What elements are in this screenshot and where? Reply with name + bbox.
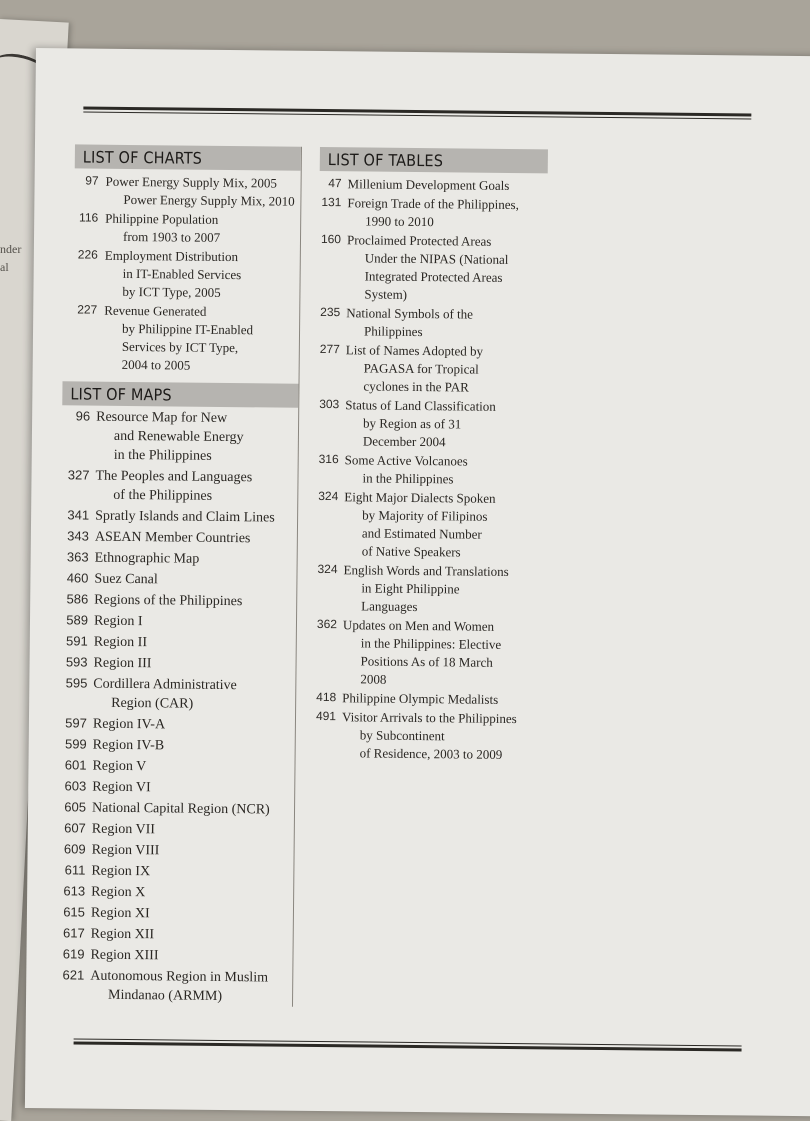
entry-title bbox=[94, 591, 296, 612]
entry-title-line: Region X bbox=[91, 884, 146, 901]
top-rule bbox=[83, 106, 751, 119]
entry-page-number: 611 bbox=[64, 862, 86, 878]
entry-page-number: 324 bbox=[317, 561, 338, 577]
entry-title-line: Visitor Arrivals to the Philippines bbox=[341, 709, 517, 727]
entry-title bbox=[343, 561, 544, 617]
entry-page-number: 47 bbox=[328, 176, 342, 191]
entry-title bbox=[90, 946, 292, 967]
entry-page-number: 97 bbox=[85, 173, 99, 188]
entry-title-line: in IT-Enabled Services bbox=[122, 265, 242, 283]
entry-title-line: Region IX bbox=[91, 863, 151, 880]
entry-title-line: Region (CAR) bbox=[111, 695, 194, 712]
list-entry bbox=[319, 194, 547, 232]
entry-page-number: 316 bbox=[318, 451, 339, 467]
entry-title bbox=[95, 467, 297, 507]
entry-title-line: cyclones in the PAR bbox=[363, 378, 469, 395]
list-entry bbox=[74, 172, 300, 210]
entry-title bbox=[342, 689, 542, 709]
list-of-tables-header: LIST OF TABLES bbox=[320, 147, 548, 173]
entry-title-line: Region V bbox=[92, 758, 147, 775]
list-entry bbox=[61, 466, 297, 506]
bottom-rule bbox=[74, 1038, 742, 1051]
list-entry bbox=[316, 451, 544, 489]
entry-title-line: Suez Canal bbox=[94, 571, 158, 588]
entry-title bbox=[104, 247, 300, 303]
entry-page-number: 303 bbox=[319, 396, 340, 412]
entry-page-number: 591 bbox=[66, 633, 88, 649]
entry-page-number: 613 bbox=[63, 883, 86, 899]
entry-title bbox=[90, 967, 292, 1007]
entry-title-line: National Symbols of the bbox=[346, 305, 474, 322]
entry-title-line: Regions of the Philippines bbox=[94, 592, 243, 610]
entry-title bbox=[346, 231, 547, 305]
entry-title-line: Region XI bbox=[90, 905, 150, 922]
list-entry bbox=[317, 341, 546, 397]
entry-title bbox=[93, 736, 295, 757]
entry-title bbox=[95, 507, 297, 528]
entry-title-line: Ethnographic Map bbox=[94, 550, 200, 567]
entry-page-number: 617 bbox=[62, 925, 85, 941]
entry-title bbox=[93, 654, 295, 675]
entry-title bbox=[91, 862, 293, 883]
entry-page-number: 341 bbox=[67, 507, 90, 523]
entry-title-line: English Words and Translations bbox=[343, 562, 509, 579]
entry-title bbox=[91, 925, 293, 946]
entry-title-line: Languages bbox=[361, 598, 418, 615]
entry-title-line: from 1903 to 2007 bbox=[122, 228, 221, 245]
entry-page-number: 605 bbox=[64, 799, 87, 815]
entry-title bbox=[345, 341, 546, 397]
list-entry bbox=[74, 209, 300, 247]
list-entry bbox=[60, 590, 296, 611]
entry-page-number: 601 bbox=[64, 757, 87, 773]
entry-page-number: 615 bbox=[63, 904, 86, 920]
list-entry bbox=[62, 407, 299, 466]
entry-title-line: Integrated Protected Areas bbox=[364, 268, 503, 285]
entry-title bbox=[347, 175, 547, 195]
entry-title-line: Some Active Volcanoes bbox=[344, 452, 468, 469]
entry-title bbox=[94, 612, 296, 633]
entry-title-line: in the Philippines bbox=[113, 447, 212, 464]
entry-title-line: Status of Land Classification bbox=[345, 397, 496, 414]
list-of-charts-header: LIST OF CHARTS bbox=[75, 144, 301, 170]
list-entry bbox=[57, 924, 293, 945]
entry-page-number: 460 bbox=[66, 570, 89, 586]
list-entry bbox=[57, 882, 293, 903]
background-page-text bbox=[0, 240, 21, 276]
entry-title-line: Region XII bbox=[90, 926, 155, 943]
list-entry bbox=[58, 777, 294, 798]
entry-title-line: Region II bbox=[93, 634, 148, 651]
entry-page-number: 343 bbox=[67, 528, 89, 544]
list-entry bbox=[318, 231, 547, 305]
entry-title-line: The Peoples and Languages bbox=[95, 468, 253, 486]
entry-page-number: 362 bbox=[316, 616, 338, 632]
entry-page-number: 277 bbox=[319, 341, 340, 357]
entry-page-number: 595 bbox=[65, 675, 88, 691]
entry-title-line: by Subcontinent bbox=[359, 727, 445, 744]
entry-title-line: by Majority of Filipinos bbox=[362, 507, 488, 524]
list-entry bbox=[59, 653, 295, 674]
entry-title bbox=[347, 194, 547, 232]
entry-title-line: Positions As of 18 March bbox=[360, 653, 493, 670]
entry-page-number: 96 bbox=[75, 408, 91, 424]
entry-title-line: 2008 bbox=[360, 671, 387, 687]
book-page bbox=[25, 48, 810, 1116]
list-entry bbox=[318, 304, 546, 342]
entry-title-line: of Residence, 2003 to 2009 bbox=[359, 745, 503, 762]
list-entry bbox=[319, 175, 547, 195]
entry-title-line: December 2004 bbox=[362, 433, 446, 450]
entry-title bbox=[92, 778, 294, 799]
entry-page-number: 327 bbox=[67, 467, 90, 483]
list-entry bbox=[60, 632, 296, 653]
maps-list bbox=[56, 407, 298, 1006]
entry-title bbox=[346, 304, 546, 342]
entry-title-line: ASEAN Member Countries bbox=[94, 529, 251, 547]
entry-title-line: Region IV-B bbox=[92, 737, 165, 754]
list-entry bbox=[314, 616, 543, 690]
list-entry bbox=[60, 611, 296, 632]
entry-title-line: Region I bbox=[93, 613, 143, 630]
entry-title-line: Region VII bbox=[91, 821, 156, 838]
entry-page-number: 586 bbox=[66, 591, 89, 607]
entry-title-line: Philippine Olympic Medalists bbox=[342, 690, 499, 707]
entry-page-number: 621 bbox=[62, 967, 85, 983]
list-entry bbox=[317, 396, 546, 452]
list-entry bbox=[315, 561, 544, 617]
list-entry bbox=[73, 301, 300, 375]
entry-page-number: 160 bbox=[320, 231, 342, 247]
entry-title bbox=[91, 883, 293, 904]
charts-list bbox=[73, 172, 301, 375]
entry-title bbox=[344, 451, 544, 489]
list-entry bbox=[57, 903, 293, 924]
entry-page-number: 609 bbox=[63, 841, 86, 857]
entry-title bbox=[342, 708, 543, 764]
list-entry bbox=[59, 674, 295, 714]
tables-list bbox=[314, 175, 548, 764]
entry-title-line: Cordillera Administrative bbox=[93, 676, 237, 694]
list-entry bbox=[61, 548, 297, 569]
entry-title-line: Autonomous Region in Muslim bbox=[90, 968, 269, 986]
entry-title-line: List of Names Adopted by bbox=[345, 342, 484, 359]
list-entry bbox=[61, 506, 297, 527]
list-entry bbox=[58, 819, 294, 840]
entry-page-number: 116 bbox=[79, 210, 99, 225]
entry-title bbox=[94, 570, 296, 591]
entry-page-number: 619 bbox=[62, 946, 85, 962]
entry-title bbox=[92, 841, 294, 862]
entry-page-number: 597 bbox=[65, 715, 88, 731]
list-entry bbox=[316, 488, 545, 562]
background-text-fragment: nder bbox=[0, 242, 22, 256]
entry-title-line: Region IV-A bbox=[92, 716, 166, 733]
list-entry bbox=[57, 861, 293, 882]
entry-title-line: Philippine Population bbox=[105, 210, 219, 227]
entry-title-line: 1990 to 2010 bbox=[365, 213, 434, 230]
entry-page-number: 491 bbox=[315, 708, 337, 724]
entry-title bbox=[95, 549, 297, 570]
entry-title-line: Spratly Islands and Claim Lines bbox=[95, 508, 275, 526]
entry-title-line: and Renewable Energy bbox=[113, 428, 244, 446]
entry-title-line: Eight Major Dialects Spoken bbox=[344, 489, 496, 506]
entry-title-line: in Eight Philippine bbox=[361, 580, 460, 597]
entry-title bbox=[96, 408, 299, 467]
entry-title-line: by Region as of 31 bbox=[363, 415, 462, 432]
background-text-fragment: al bbox=[0, 260, 9, 274]
entry-title-line: of the Philippines bbox=[113, 487, 213, 504]
list-entry bbox=[56, 945, 292, 966]
entry-title-line: Revenue Generated bbox=[104, 302, 207, 319]
entry-page-number: 603 bbox=[64, 778, 87, 794]
entry-title-line: Region XIII bbox=[90, 947, 159, 964]
entry-title bbox=[342, 616, 543, 690]
entry-title-line: by ICT Type, 2005 bbox=[122, 283, 221, 300]
entry-title bbox=[95, 528, 297, 549]
list-entry bbox=[314, 689, 542, 709]
entry-title-line: Region VI bbox=[92, 779, 151, 796]
entry-title-line: Proclaimed Protected Areas bbox=[346, 232, 492, 249]
entry-title-line: Power Energy Supply Mix, 2005 bbox=[105, 173, 277, 191]
list-entry bbox=[314, 708, 543, 764]
list-entry bbox=[59, 714, 295, 735]
entry-title-line: Under the NIPAS (National bbox=[364, 250, 509, 267]
entry-title-line: Region VIII bbox=[91, 842, 160, 859]
list-entry bbox=[73, 246, 300, 302]
entry-title-line: Power Energy Supply Mix, 2010 bbox=[123, 191, 295, 209]
entry-title-line: System) bbox=[364, 286, 408, 302]
entry-title-line: Employment Distribution bbox=[104, 247, 239, 265]
list-entry bbox=[61, 527, 297, 548]
entry-title-line: Services by ICT Type, bbox=[121, 338, 239, 356]
entry-title bbox=[91, 904, 293, 925]
entry-title bbox=[94, 633, 296, 654]
left-column bbox=[62, 144, 302, 1006]
entry-page-number: 226 bbox=[77, 247, 98, 262]
list-entry bbox=[58, 798, 294, 819]
list-entry bbox=[56, 966, 292, 1006]
list-entry bbox=[60, 569, 296, 590]
list-entry bbox=[58, 756, 294, 777]
right-column bbox=[314, 147, 548, 765]
entry-title bbox=[93, 675, 295, 715]
entry-title bbox=[344, 488, 545, 562]
entry-title-line: in the Philippines bbox=[362, 470, 454, 487]
entry-title bbox=[105, 210, 300, 248]
entry-page-number: 589 bbox=[66, 612, 89, 628]
entry-title bbox=[92, 799, 294, 820]
entry-title-line: and Estimated Number bbox=[361, 525, 482, 542]
entry-title-line: in the Philippines: Elective bbox=[360, 635, 502, 652]
entry-title-line: 2004 to 2005 bbox=[121, 356, 191, 373]
entry-title-line: by Philippine IT-Enabled bbox=[121, 320, 254, 338]
entry-title-line: Mindanao (ARMM) bbox=[108, 987, 223, 1004]
entry-page-number: 324 bbox=[318, 488, 339, 504]
entry-title-line: Foreign Trade of the Philippines, bbox=[347, 195, 519, 213]
entry-title-line: of Native Speakers bbox=[361, 543, 461, 560]
entry-page-number: 607 bbox=[64, 820, 86, 836]
entry-title bbox=[92, 820, 294, 841]
entry-title-line: National Capital Region (NCR) bbox=[91, 800, 270, 818]
entry-title bbox=[93, 715, 295, 736]
entry-page-number: 131 bbox=[321, 194, 342, 210]
entry-page-number: 599 bbox=[64, 736, 87, 752]
entry-page-number: 418 bbox=[316, 689, 337, 705]
entry-page-number: 227 bbox=[77, 302, 98, 317]
list-entry bbox=[58, 840, 294, 861]
entry-title-line: Updates on Men and Women bbox=[342, 617, 495, 634]
entry-page-number: 363 bbox=[66, 549, 89, 565]
list-of-maps-header: LIST OF MAPS bbox=[62, 381, 298, 407]
entry-title-line: Region III bbox=[93, 655, 152, 672]
list-entry bbox=[59, 735, 295, 756]
entry-title-line: Millenium Development Goals bbox=[347, 176, 510, 193]
entry-page-number: 235 bbox=[320, 304, 341, 320]
entry-title bbox=[92, 757, 294, 778]
entry-page-number: 593 bbox=[65, 654, 88, 670]
entry-title-line: Philippines bbox=[363, 323, 423, 340]
entry-title-line: PAGASA for Tropical bbox=[363, 360, 479, 377]
entry-title bbox=[104, 302, 300, 376]
entry-title bbox=[345, 396, 546, 452]
entry-title bbox=[105, 173, 300, 211]
entry-title-line: Resource Map for New bbox=[96, 409, 228, 427]
